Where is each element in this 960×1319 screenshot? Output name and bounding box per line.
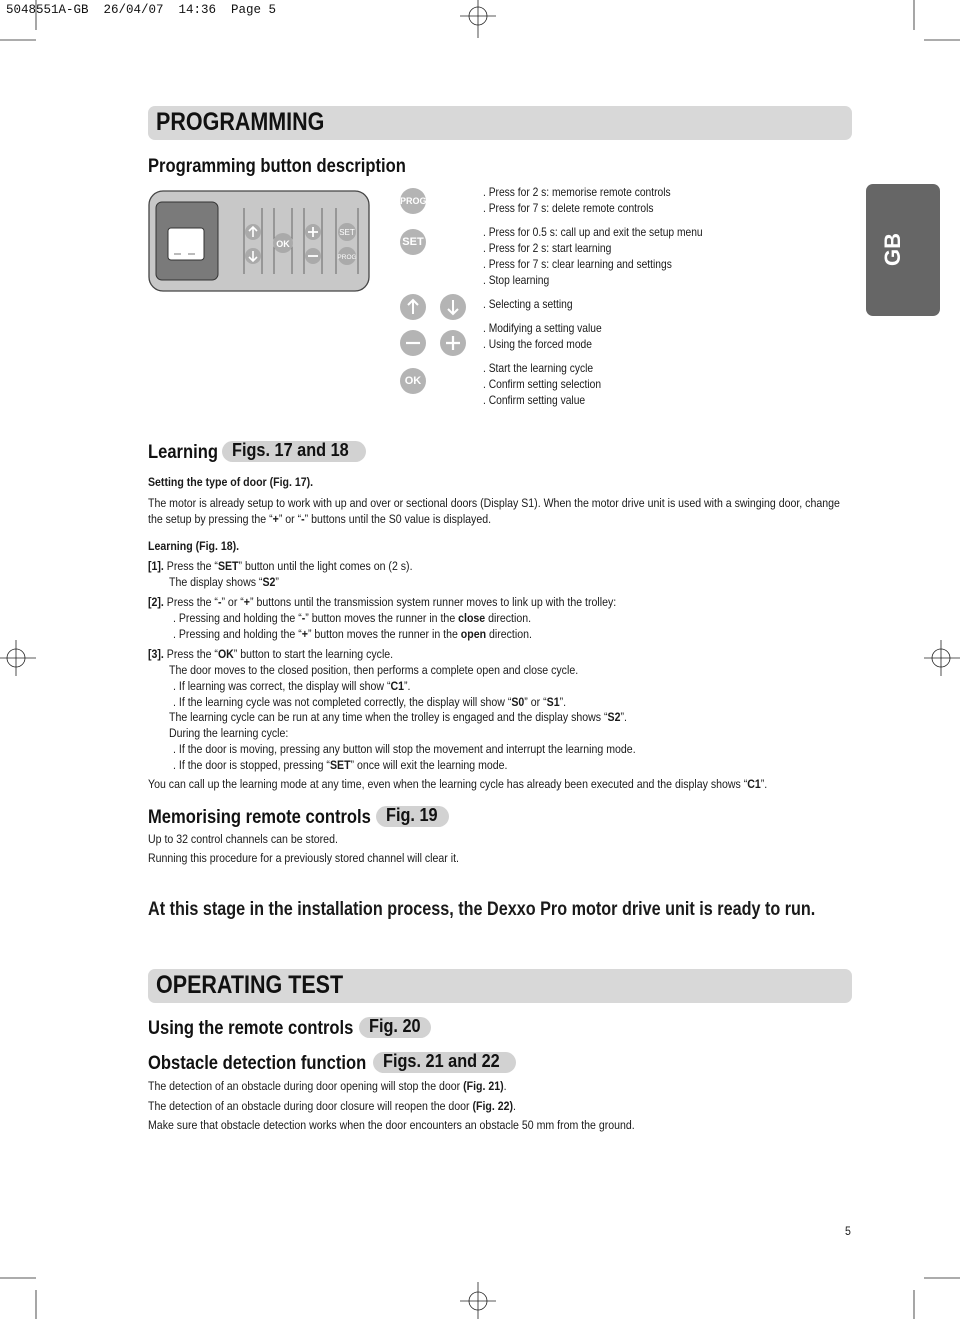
memorising-heading: Memorising remote controls (148, 806, 371, 828)
set-key-icon: SET (400, 229, 426, 255)
learning-final-note: You can call up the learning mode at any time, even when the learning cycle has already been executed and the display shows “C1”. (148, 777, 768, 791)
step-3: [3]. Press the “OK” button to start the learning cycle. (148, 647, 394, 661)
step-2-close: . Pressing and holding the “-” button moves the runner in the close direction. (173, 611, 532, 625)
remote-fig-label: Fig. 20 (369, 1015, 421, 1036)
memorising-line-1: Up to 32 control channels can be stored. (148, 832, 338, 846)
memorising-fig-tag (376, 806, 449, 827)
panel-set-label: SET (339, 228, 355, 237)
operating-title: OPERATING TEST (156, 971, 344, 999)
learning-fig-label: Figs. 17 and 18 (232, 439, 349, 460)
step-2: [2]. Press the “-” or “+” buttons until the transmission system runner moves to link up with the trolley: (148, 595, 617, 609)
ok-desc-2: . Confirm setting selection (483, 377, 602, 391)
language-tab (866, 184, 940, 316)
obstacle-heading: Obstacle detection function (148, 1052, 367, 1074)
button-description-heading: Programming button description (148, 155, 406, 177)
step-3-line-6: . If the door is moving, pressing any button will stop the movement and interrupt the learning mode. (173, 742, 636, 756)
ok-desc-3: . Confirm setting value (483, 393, 586, 407)
memorising-fig-label: Fig. 19 (386, 804, 438, 825)
learning-heading: Learning (148, 441, 218, 463)
step-2-open: . Pressing and holding the “+” button moves the runner in the open direction. (173, 627, 532, 641)
panel-ok-label: OK (276, 239, 290, 249)
step-3-line-2: . If learning was correct, the display will show “C1”. (173, 679, 411, 693)
obstacle-fig-tag (373, 1052, 516, 1073)
ok-key-icon: OK (400, 368, 426, 394)
plusminus-desc-2: . Using the forced mode (483, 337, 592, 351)
set-desc-3: . Press for 7 s: clear learning and settings (483, 257, 672, 271)
step-3-line-7: . If the door is stopped, pressing “SET” once will exit the learning mode. (173, 758, 508, 772)
print-slug: 5048551A-GB 26/04/07 14:36 Page 5 (6, 3, 277, 17)
remote-controls-heading: Using the remote controls (148, 1017, 354, 1039)
set-desc-1: . Press for 0.5 s: call up and exit the setup menu (483, 225, 703, 239)
page-number: 5 (845, 1224, 851, 1238)
prog-desc-2: . Press for 7 s: delete remote controls (483, 201, 654, 215)
set-desc-2: . Press for 2 s: start learning (483, 241, 612, 255)
step-1: [1]. Press the “SET” button until the light comes on (2 s). (148, 559, 413, 573)
door-type-heading: Setting the type of door (Fig. 17). (148, 475, 314, 489)
programming-title: PROGRAMMING (156, 108, 325, 136)
arrow-desc: . Selecting a setting (483, 297, 573, 311)
learning-fig-tag (222, 441, 366, 462)
obstacle-line-1: The detection of an obstacle during door opening will stop the door (Fig. 21). (148, 1079, 507, 1093)
step-1-display: The display shows “S2” (169, 575, 279, 589)
step-3-line-3: . If the learning cycle was not completed correctly, the display will show “S0” or “S1”. (173, 695, 567, 709)
control-panel-illustration (148, 190, 370, 292)
plusminus-desc-1: . Modifying a setting value (483, 321, 602, 335)
panel-prog-label: PROG (337, 254, 357, 261)
ready-statement: At this stage in the installation process, the Dexxo Pro motor drive unit is ready to run. (148, 898, 816, 920)
arrow-and-plus-minus-keys (398, 293, 468, 359)
door-type-para-2: the setup by pressing the “+” or “-” buttons until the S0 value is displayed. (148, 512, 492, 526)
obstacle-line-2: The detection of an obstacle during door closure will reopen the door (Fig. 22). (148, 1099, 516, 1113)
prog-key-icon: PROG (400, 188, 426, 214)
set-desc-4: . Stop learning (483, 273, 550, 287)
language-tab-label: GB (880, 233, 905, 266)
obstacle-fig-label: Figs. 21 and 22 (383, 1050, 500, 1071)
step-3-line-5: During the learning cycle: (169, 726, 289, 740)
obstacle-line-3: Make sure that obstacle detection works when the door encounters an obstacle 50 mm from the ground. (148, 1118, 635, 1132)
prog-desc-1: . Press for 2 s: memorise remote controls (483, 185, 671, 199)
step-3-line-1: The door moves to the closed position, then performs a complete open and close cycle. (169, 663, 579, 677)
memorising-line-2: Running this procedure for a previously stored channel will clear it. (148, 851, 459, 865)
ok-desc-1: . Start the learning cycle (483, 361, 594, 375)
learning-fig-heading: Learning (Fig. 18). (148, 539, 240, 553)
step-3-line-4: The learning cycle can be run at any time when the trolley is engaged and the display shows “S2”. (169, 710, 627, 724)
remote-fig-tag (359, 1017, 431, 1038)
door-type-para-1: The motor is already setup to work with up and over or sectional doors (Display S1). When the motor drive unit is used with a swinging door, change (148, 496, 840, 510)
